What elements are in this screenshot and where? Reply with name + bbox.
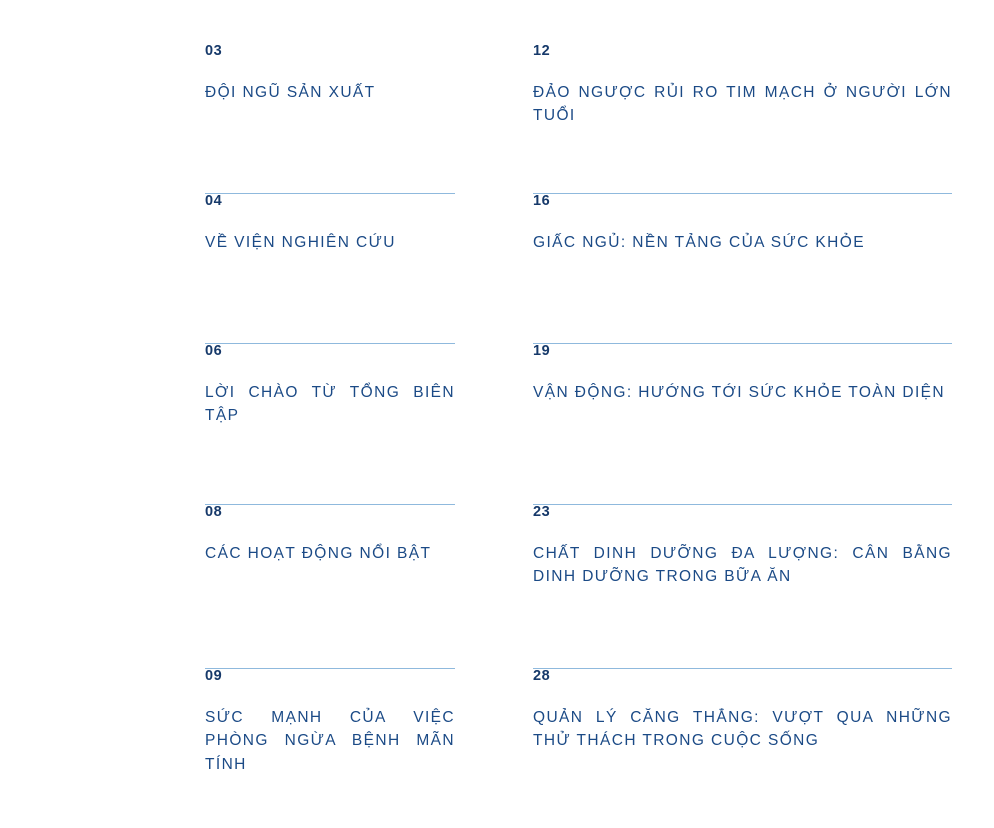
toc-entry[interactable] <box>205 344 455 505</box>
toc-entry-number: 12 <box>533 43 551 59</box>
toc-entry-number: 23 <box>533 504 551 520</box>
toc-entry-number: 08 <box>205 504 223 520</box>
toc-entry-title: LỜI CHÀO TỪ TỔNG BIÊN TẬP <box>205 383 455 425</box>
toc-entry-number: 04 <box>205 193 223 209</box>
toc-entry-title: VẬN ĐỘNG: HƯỚNG TỚI SỨC KHỎE TOÀN DIỆN <box>533 383 946 401</box>
toc-entry[interactable] <box>533 194 952 344</box>
toc-entry[interactable] <box>533 44 952 194</box>
toc-entry[interactable] <box>205 194 455 344</box>
toc-entry-title: ĐỘI NGŨ SẢN XUẤT <box>205 83 376 101</box>
toc-entry-title: CHẤT DINH DƯỠNG ĐA LƯỢNG: CÂN BẰNG DINH DƯỠNG TRONG BỮA ĂN <box>533 544 952 586</box>
toc-left-column <box>0 44 497 819</box>
toc-entry-number: 19 <box>533 343 551 359</box>
toc-entry[interactable] <box>205 44 455 194</box>
toc-entry[interactable] <box>205 669 455 819</box>
toc-entry-number: 16 <box>533 193 551 209</box>
toc-entry-number: 03 <box>205 43 223 59</box>
toc-entry[interactable] <box>205 505 455 669</box>
toc-entry-number: 28 <box>533 668 551 684</box>
toc-entry-number: 09 <box>205 668 223 684</box>
toc-right-column <box>497 44 994 819</box>
toc-entry-title: GIẤC NGỦ: NỀN TẢNG CỦA SỨC KHỎE <box>533 233 865 251</box>
toc-entry-number: 06 <box>205 343 223 359</box>
toc-entry[interactable] <box>533 669 952 819</box>
toc-entry-title: VỀ VIỆN NGHIÊN CỨU <box>205 233 396 251</box>
toc-entry[interactable] <box>533 344 952 505</box>
toc-entry-title: ĐẢO NGƯỢC RỦI RO TIM MẠCH Ở NGƯỜI LỚN TUỔI <box>533 83 952 125</box>
toc-entry-title: CÁC HOẠT ĐỘNG NỔI BẬT <box>205 544 432 562</box>
toc-entry-title: QUẢN LÝ CĂNG THẲNG: VƯỢT QUA NHỮNG THỬ THÁCH TRONG CUỘC SỐNG <box>533 708 952 750</box>
toc-entry-title: SỨC MẠNH CỦA VIỆC PHÒNG NGỪA BỆNH MÃN TÍNH <box>205 708 455 773</box>
toc-entry[interactable] <box>533 505 952 669</box>
